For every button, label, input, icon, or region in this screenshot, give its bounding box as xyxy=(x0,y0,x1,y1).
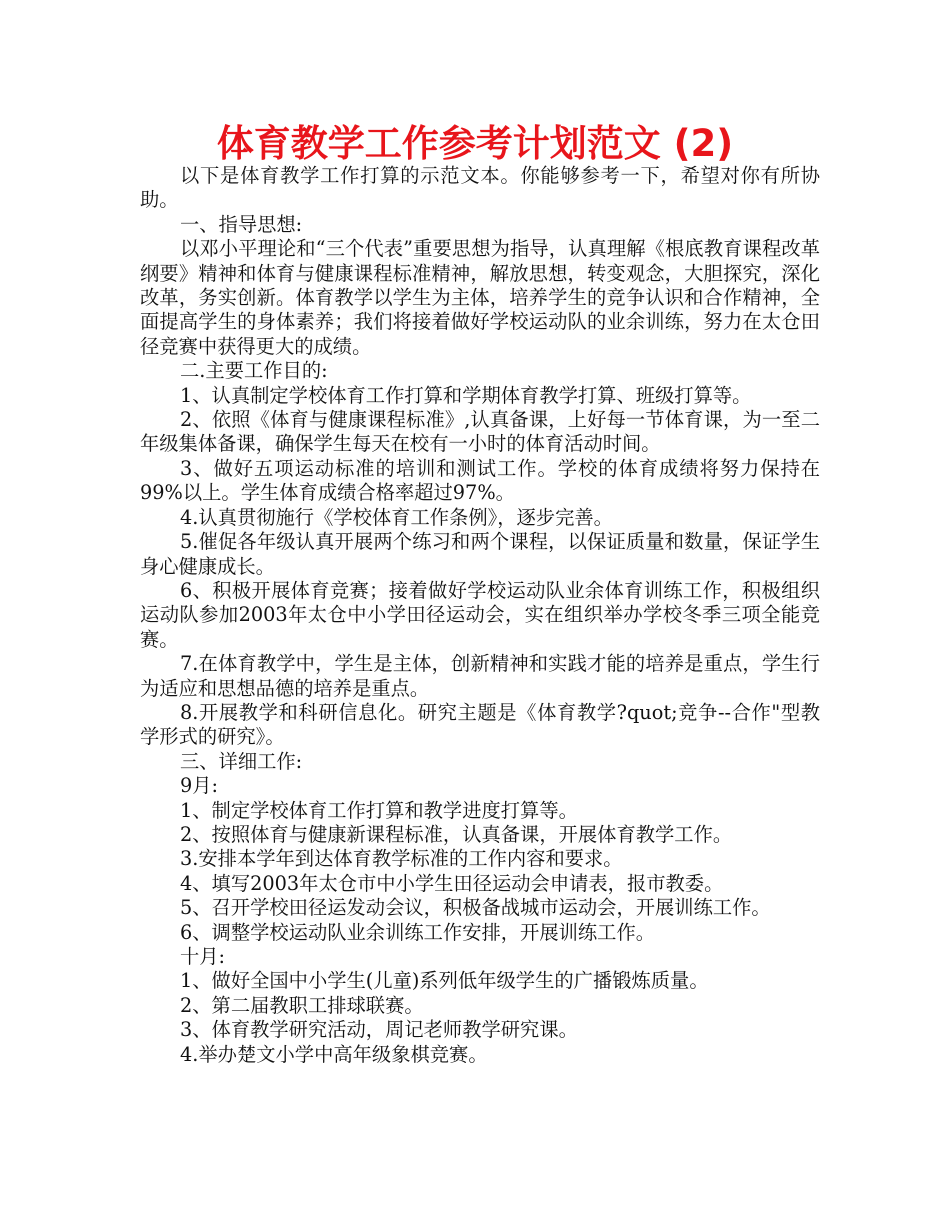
body-paragraph: 以下是体育教学工作打算的示范文本。你能够参考一下，希望对你有所协助。 xyxy=(140,164,820,212)
body-paragraph: 2、依照《体育与健康课程标准》,认真备课，上好每一节体育课，为一至二年级集体备课，确保学生每天在校有一小时的体育活动时间。 xyxy=(140,408,820,456)
body-paragraph: 4.认真贯彻施行《学校体育工作条例》，逐步完善。 xyxy=(180,505,613,529)
body-paragraph: 6、调整学校运动队业余训练工作安排，开展训练工作。 xyxy=(180,920,656,944)
body-paragraph: 4、填写2003年太仓市中小学生田径运动会申请表，报市教委。 xyxy=(180,871,724,895)
body-paragraph: 4.举办楚文小学中高年级象棋竞赛。 xyxy=(180,1042,488,1066)
body-paragraph: 1、制定学校体育工作打算和教学进度打算等。 xyxy=(180,798,578,822)
body-paragraph: 十月: xyxy=(180,945,226,968)
body-paragraph: 3、做好五项运动标准的培训和测试工作。学校的体育成绩将努力保持在99%以上。学生体育成绩合格率超过97%。 xyxy=(140,456,820,505)
body-paragraph: 2、第二届教职工排球联赛。 xyxy=(180,993,424,1017)
body-paragraph: 2、按照体育与健康新课程标准，认真备课，开展体育教学工作。 xyxy=(180,822,733,846)
body-paragraph: 3、体育教学研究活动，周记老师教学研究课。 xyxy=(180,1018,578,1042)
body-paragraph: 一、指导思想: xyxy=(180,212,303,236)
body-paragraph: 1、认真制定学校体育工作打算和学期体育教学打算、班级打算等。 xyxy=(180,383,752,407)
body-paragraph: 三、详细工作: xyxy=(180,749,303,773)
document-title: 体育教学工作参考计划范文 (2) xyxy=(216,122,734,165)
body-paragraph: 8.开展教学和科研信息化。研究主题是《体育教学?quot;竞争--合作"型教学形式的研究》。 xyxy=(140,700,820,749)
body-paragraph: 5、召开学校田径运发动会议，积极备战城市运动会，开展训练工作。 xyxy=(180,896,771,920)
body-paragraph: 以邓小平理论和“三个代表”重要思想为指导，认真理解《根底教育课程改革纲要》精神和体育与健康课程标准精神，解放思想，转变观念，大胆探究，深化改革，务实创新。体育教学以学生为主体，培养学生的竞争认识和合作精神，全面提高学生的身体素养；我们将接着做好学校运动队的业余训练，努力在太仓田径竞赛中获得更大的成绩。 xyxy=(140,237,820,358)
document-body xyxy=(140,164,820,1067)
body-paragraph: 7.在体育教学中，学生是主体，创新精神和实践才能的培养是重点，学生行为适应和思想品德的培养是重点。 xyxy=(140,652,820,700)
body-paragraph: 二.主要工作目的: xyxy=(180,359,328,383)
body-paragraph: 9月: xyxy=(180,774,219,798)
body-paragraph: 5.催促各年级认真开展两个练习和两个课程，以保证质量和数量，保证学生身心健康成长。 xyxy=(140,530,820,578)
body-paragraph: 3.安排本学年到达体育教学标准的工作内容和要求。 xyxy=(180,847,623,871)
body-paragraph: 1、做好全国中小学生(儿童)系列低年级学生的广播锻炼质量。 xyxy=(180,969,709,993)
body-paragraph: 6、积极开展体育竞赛；接着做好学校运动队业余体育训练工作，积极组织运动队参加2003年太仓中小学田径运动会，实在组织举办学校冬季三项全能竞赛。 xyxy=(140,578,820,651)
